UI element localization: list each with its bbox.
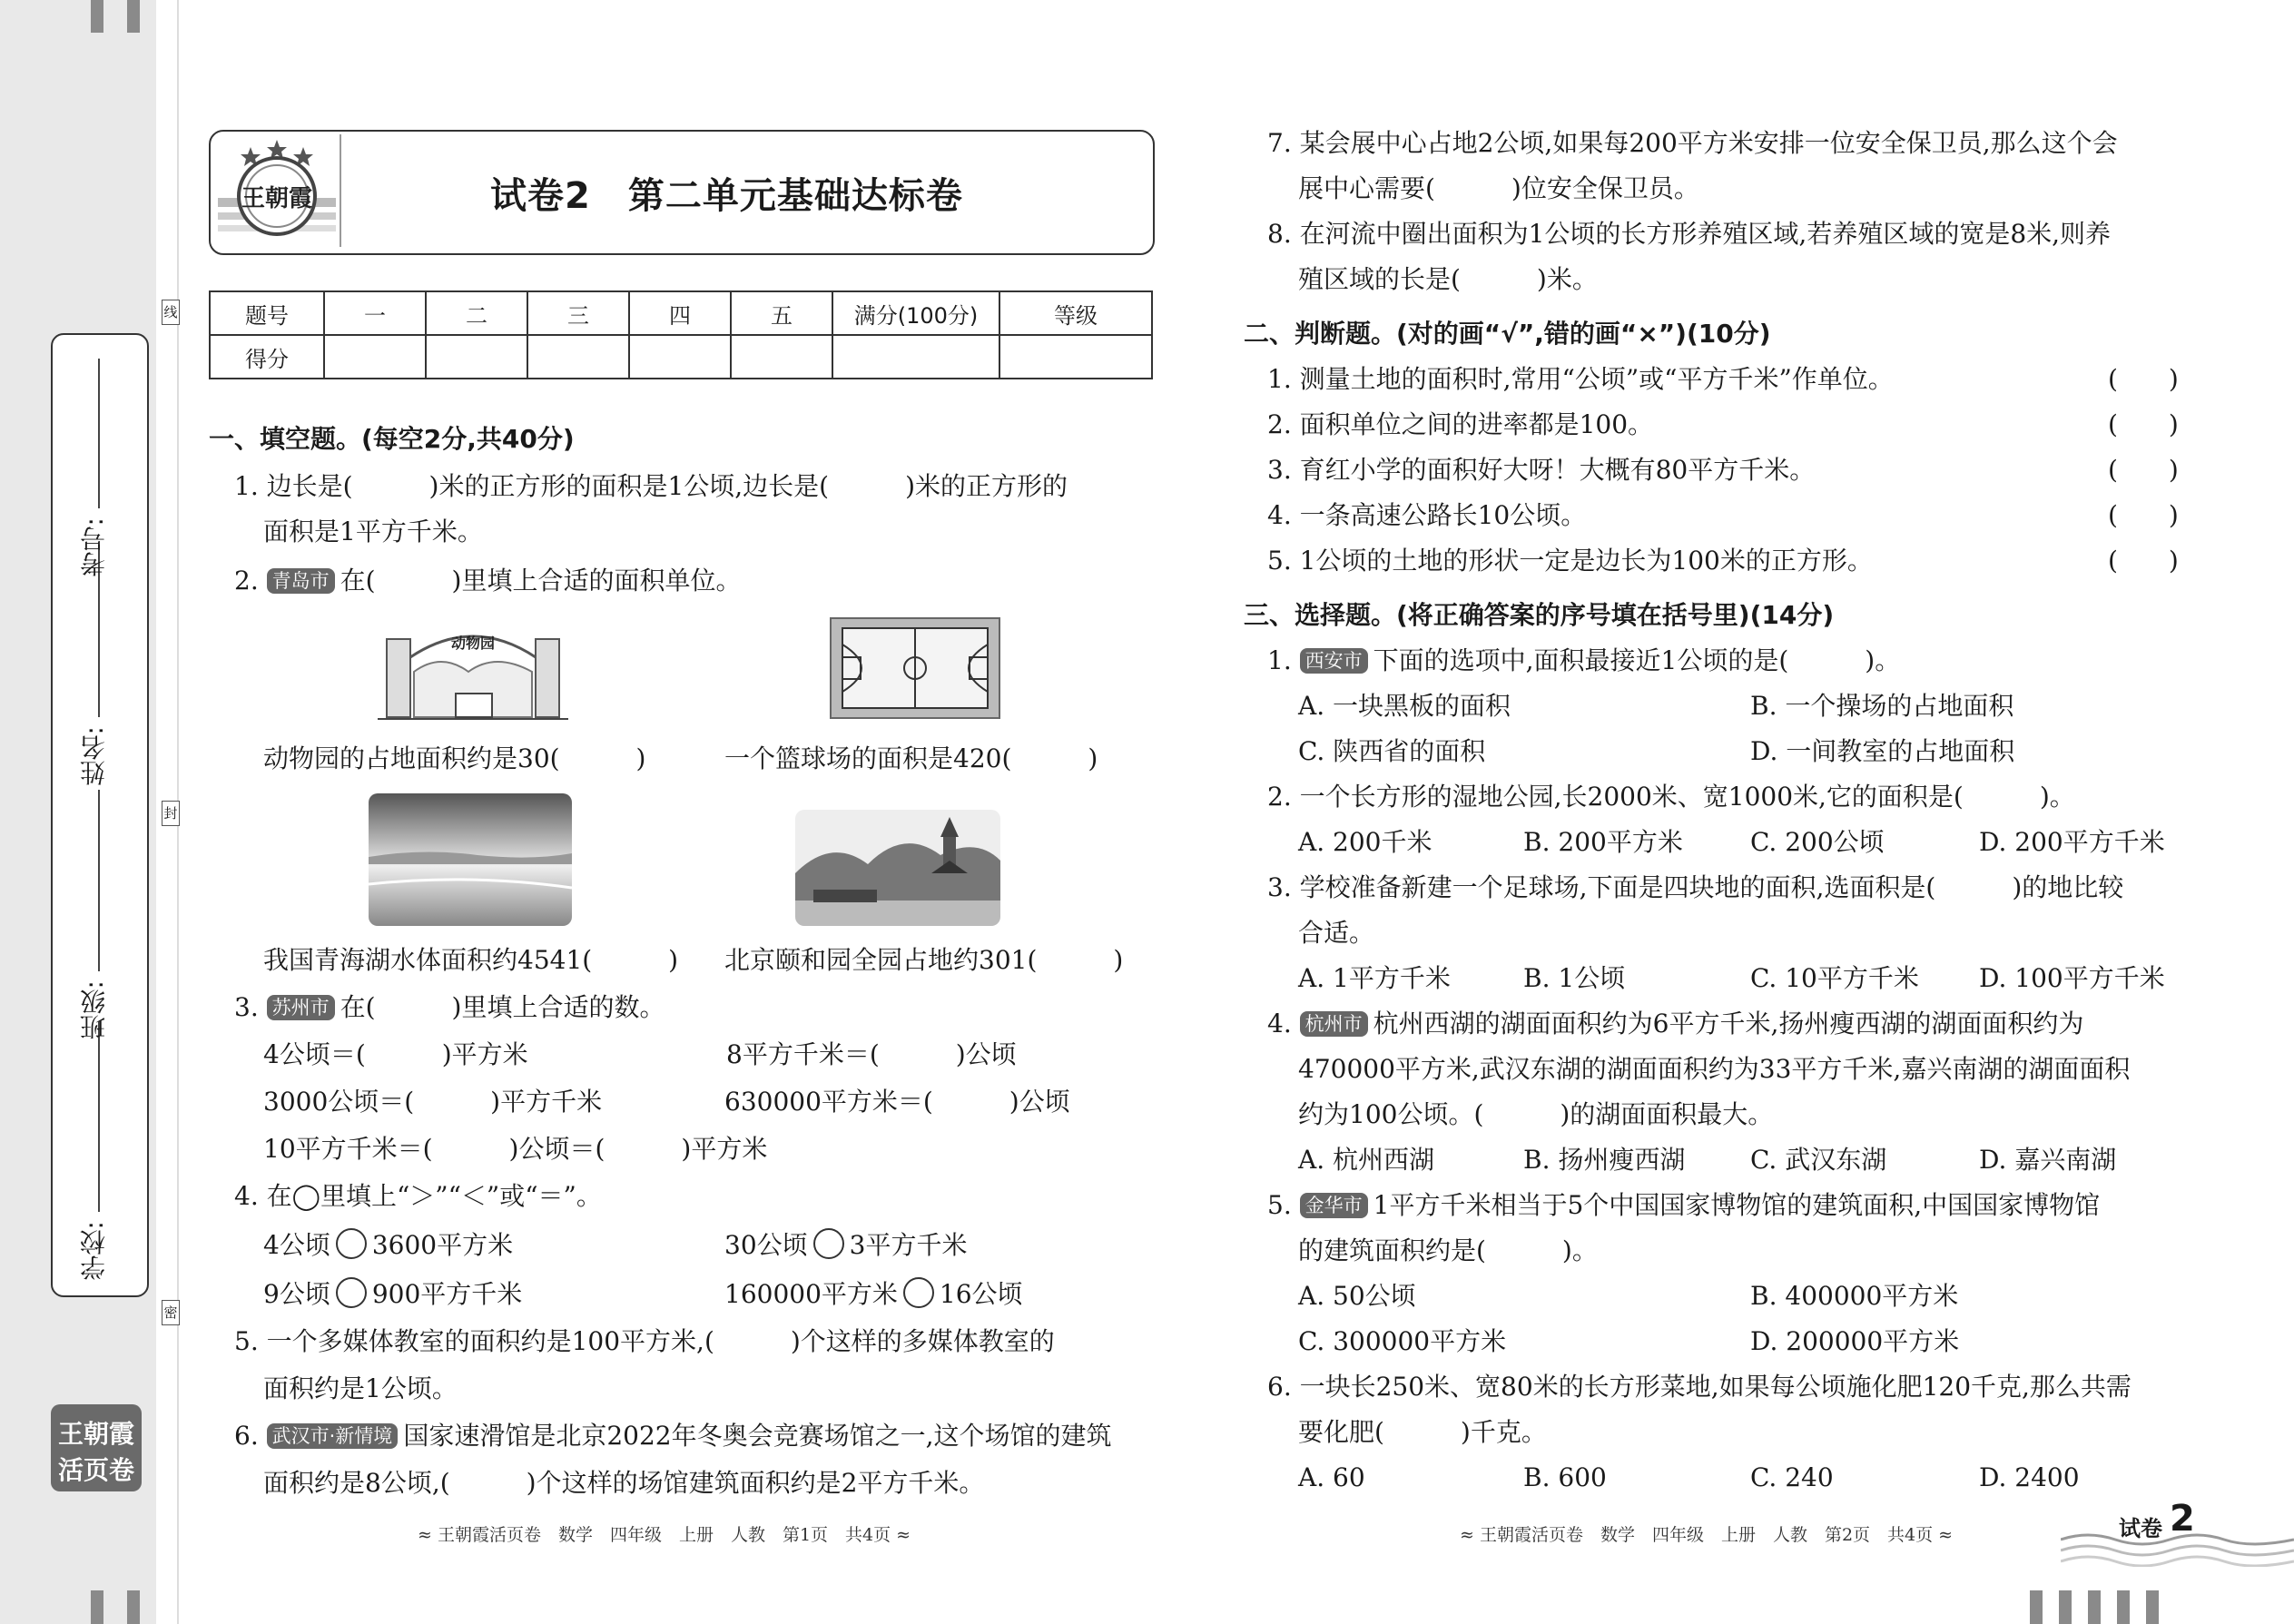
line-text: 在( )里填上合适的面积单位。 — [340, 566, 742, 595]
judge-answer-2[interactable]: ( ) — [2108, 409, 2179, 439]
question-line — [234, 1324, 1055, 1360]
paper-number: 2 — [2170, 1498, 2195, 1540]
score-header-cell: 二 — [426, 291, 527, 335]
question-line — [1298, 1233, 1598, 1269]
bottom-tab-mark — [2117, 1590, 2130, 1624]
question-line — [1750, 1278, 1958, 1314]
line-text: 合适。 — [1298, 918, 1375, 948]
question-line — [263, 741, 645, 777]
brand-line2: 活页卷 — [57, 1455, 135, 1485]
line-text: 4公顷 — [263, 1230, 330, 1260]
question-line — [1267, 1369, 2132, 1405]
line-text: B. 200平方米 — [1523, 827, 1683, 857]
question-line — [1298, 261, 1598, 298]
line-text: 约为100公顷。( )的湖面面积最大。 — [1298, 1099, 1774, 1129]
line-text: 30公顷 — [724, 1230, 808, 1260]
bottom-tab-mark — [127, 1590, 140, 1624]
qinghai-lake-image — [369, 793, 572, 926]
judge-answer-3[interactable]: ( ) — [2108, 455, 2179, 485]
line-text: 一个篮球场的面积是420( ) — [724, 743, 1098, 773]
question-line — [1267, 216, 2111, 252]
line-text: 160000平方米 — [724, 1279, 898, 1309]
question-line — [724, 741, 1098, 777]
line-text: A. 60 — [1298, 1462, 1365, 1492]
question-line — [724, 942, 1123, 979]
line-text: C. 陕西省的面积 — [1298, 736, 1486, 766]
zoo-gate-image — [378, 621, 568, 723]
line-text: 3平方千米 — [849, 1230, 968, 1260]
line-text: B. 一个操场的占地面积 — [1750, 691, 2014, 721]
question-line — [234, 989, 665, 1026]
line-text: 三、选择题。(将正确答案的序号填在括号里)(14分) — [1244, 600, 1835, 630]
judge-answer-5[interactable]: ( ) — [2108, 546, 2179, 576]
line-text: D. 一间教室的占地面积 — [1750, 736, 2015, 766]
question-line — [263, 1371, 458, 1407]
line-text: B. 1公顷 — [1523, 963, 1626, 993]
school-emblem — [214, 134, 340, 247]
question-line — [263, 1227, 513, 1264]
footer-right: ≈ 王朝霞活页卷 数学 四年级 上册 人教 第2页 共4页 ≈ — [1460, 1525, 1954, 1545]
line-text: 2. 一个长方形的湿地公园,长2000米、宽1000米,它的面积是( )。 — [1267, 782, 2075, 812]
question-line — [1298, 1460, 1365, 1496]
line-text: D. 200平方千米 — [1979, 827, 2165, 857]
seal-mark-seal: 封 — [162, 801, 180, 826]
line-text: 630000平方米＝( )公顷 — [724, 1087, 1070, 1117]
question-line — [1979, 824, 2165, 861]
score-header-cell: 一 — [324, 291, 426, 335]
score-header-row — [210, 291, 1152, 335]
score-cell[interactable] — [527, 335, 629, 379]
zoo-sign-text: 动物园 — [450, 635, 496, 652]
seal-mark-line: 线 — [162, 300, 180, 325]
score-header-cell: 四 — [629, 291, 731, 335]
question-line — [1298, 1097, 1773, 1133]
question-line — [726, 1037, 1017, 1073]
question-line — [1298, 733, 1485, 770]
line-text: 我国青海湖水体面积约4541( ) — [263, 945, 679, 975]
section-heading — [209, 421, 575, 458]
top-tab-mark — [91, 0, 103, 33]
question-line — [1267, 452, 1815, 488]
basketball-court-image — [830, 617, 1000, 719]
question-line — [1750, 960, 1919, 997]
paper-label: 试卷 — [2119, 1516, 2162, 1541]
line-text: C. 240 — [1750, 1462, 1834, 1492]
question-number: 4. — [1267, 1009, 1300, 1038]
question-line — [1750, 1142, 1886, 1178]
line-text: 1平方千米相当于5个中国国家博物馆的建筑面积,中国国家博物馆 — [1373, 1190, 2101, 1220]
line-text: 1. 测量土地的面积时,常用“公顷”或“平方千米”作单位。 — [1267, 364, 1894, 394]
line-text: 5. 一个多媒体教室的面积约是100平方米,( )个这样的多媒体教室的 — [234, 1326, 1055, 1356]
question-line — [263, 1131, 767, 1167]
question-line — [1298, 824, 1432, 861]
line-text: 国家速滑馆是北京2022年冬奥会竞赛场馆之一,这个场馆的建筑 — [403, 1421, 1112, 1451]
class-field[interactable] — [98, 790, 100, 971]
line-text: 面积是1平方千米。 — [263, 517, 483, 546]
judge-answer-1[interactable]: ( ) — [2108, 364, 2179, 394]
line-text: 4. 一条高速公路长10公顷。 — [1267, 500, 1587, 530]
line-text: 3000公顷＝( )平方千米 — [263, 1087, 603, 1117]
question-line — [724, 1227, 967, 1264]
question-number: 5. — [1267, 1190, 1300, 1220]
line-text: 展中心需要( )位安全保卫员。 — [1298, 173, 1699, 203]
title-divider — [340, 134, 341, 247]
compare-circle[interactable] — [903, 1277, 934, 1308]
line-text: 2. 面积单位之间的进率都是100。 — [1267, 409, 1654, 439]
line-text: 北京颐和园全园占地约301( ) — [724, 945, 1124, 975]
line-text: D. 嘉兴南湖 — [1979, 1145, 2117, 1175]
score-header-cell: 五 — [731, 291, 832, 335]
question-line — [1298, 171, 1699, 207]
section-heading — [1244, 316, 1771, 352]
page-title: 试卷2 第二单元基础达标卷 — [490, 175, 963, 217]
compare-circle[interactable] — [336, 1277, 367, 1308]
brand-line1: 王朝霞 — [57, 1419, 135, 1449]
region-tag: 苏州市 — [267, 995, 335, 1020]
name-label: 姓名: — [79, 726, 109, 786]
question-line — [1979, 1460, 2080, 1496]
question-line — [1267, 407, 1653, 443]
question-line — [234, 1178, 602, 1215]
line-text: A. 1平方千米 — [1298, 963, 1451, 993]
question-line — [1267, 125, 2118, 162]
line-text: 要化肥( )千克。 — [1298, 1417, 1547, 1447]
question-line — [1298, 1324, 1506, 1360]
bottom-tab-mark — [91, 1590, 103, 1624]
line-text: D. 2400 — [1979, 1462, 2080, 1492]
line-text: 动物园的占地面积约是30( ) — [263, 743, 646, 773]
compare-circle[interactable] — [813, 1228, 844, 1259]
question-line — [1298, 1278, 1416, 1314]
line-text: A. 一块黑板的面积 — [1298, 691, 1511, 721]
line-text: D. 100平方千米 — [1979, 963, 2165, 993]
line-text: 4公顷＝( )平方米 — [263, 1039, 528, 1069]
line-text: 8. 在河流中圈出面积为1公顷的长方形养殖区域,若养殖区域的宽是8米,则养 — [1267, 219, 2112, 249]
question-line — [1267, 870, 2123, 906]
question-line — [1298, 688, 1511, 724]
emblem-text: 王朝霞 — [241, 185, 313, 212]
line-text: 殖区域的长是( )米。 — [1298, 264, 1598, 294]
question-number: 2. — [234, 566, 267, 595]
score-header-cell: 等级 — [999, 291, 1152, 335]
school-label: 学校: — [79, 1221, 109, 1281]
question-line — [724, 1276, 1023, 1313]
question-line — [263, 1037, 528, 1073]
line-text: A. 50公顷 — [1298, 1281, 1416, 1311]
line-text: 8平方千米＝( )公顷 — [726, 1039, 1017, 1069]
school-field[interactable] — [98, 1021, 100, 1212]
question-line — [1750, 1460, 1834, 1496]
line-text: 16公顷 — [939, 1279, 1023, 1309]
bottom-tab-mark — [2146, 1590, 2159, 1624]
line-text: 在( )里填上合适的数。 — [340, 992, 665, 1022]
line-text: 9公顷 — [263, 1279, 330, 1309]
line-text: 7. 某会展中心占地2公顷,如果每200平方米安排一位安全保卫员,那么这个会 — [1267, 128, 2118, 158]
line-text: 5. 1公顷的土地的形状一定是边长为100米的正方形。 — [1267, 546, 1873, 576]
line-text: 一、填空题。(每空2分,共40分) — [209, 424, 575, 454]
brand-logo — [49, 1403, 143, 1493]
question-line — [1267, 1006, 2083, 1042]
line-text: C. 10平方千米 — [1750, 963, 1919, 993]
region-tag: 西安市 — [1300, 648, 1368, 674]
line-text: 4. 在◯里填上“＞”“＜”或“＝”。 — [234, 1181, 602, 1211]
question-line — [1523, 960, 1625, 997]
region-tag: 金华市 — [1300, 1193, 1368, 1218]
judge-answer-4[interactable]: ( ) — [2108, 500, 2179, 530]
line-text: 的建筑面积约是( )。 — [1298, 1235, 1598, 1265]
line-text: 下面的选项中,面积最接近1公顷的是( )。 — [1373, 645, 1901, 675]
line-text: D. 200000平方米 — [1750, 1326, 1960, 1356]
score-cell[interactable] — [629, 335, 731, 379]
summer-palace-image — [795, 810, 1000, 926]
question-line — [263, 514, 483, 550]
question-line — [263, 1084, 602, 1120]
question-number: 1. — [1267, 645, 1300, 675]
line-text: 二、判断题。(对的画“√”,错的画“×”)(10分) — [1244, 319, 1771, 349]
score-cell[interactable] — [832, 335, 999, 379]
question-line — [1523, 1142, 1685, 1178]
line-text: 6. 一块长250米、宽80米的长方形菜地,如果每公顷施化肥120千克,那么共需 — [1267, 1372, 2132, 1402]
line-text: C. 200公顷 — [1750, 827, 1885, 857]
question-line — [263, 1465, 984, 1501]
line-text: A. 杭州西湖 — [1298, 1145, 1435, 1175]
score-value-row — [210, 335, 1152, 379]
section-heading — [1244, 597, 1834, 634]
id-field[interactable] — [98, 359, 100, 508]
line-text: 1. 边长是( )米的正方形的面积是1公顷,边长是( )米的正方形的 — [234, 471, 1068, 501]
question-line — [1267, 543, 1873, 579]
top-tab-mark — [127, 0, 140, 33]
question-line — [1267, 1187, 2100, 1224]
question-line — [1298, 915, 1374, 951]
line-text: 10平方千米＝( )公顷＝( )平方米 — [263, 1134, 768, 1164]
question-line — [1267, 497, 1586, 534]
region-tag: 青岛市 — [267, 568, 335, 594]
line-text: B. 600 — [1523, 1462, 1607, 1492]
compare-circle[interactable] — [336, 1228, 367, 1259]
line-text: 3. 学校准备新建一个足球场,下面是四块地的面积,选面积是( )的地比较 — [1267, 872, 2124, 902]
line-text: C. 武汉东湖 — [1750, 1145, 1887, 1175]
line-text: 3600平方米 — [371, 1230, 514, 1260]
score-header-cell: 题号 — [210, 291, 324, 335]
score-cell[interactable] — [426, 335, 527, 379]
question-line — [1267, 361, 1894, 398]
bottom-tab-mark — [2088, 1590, 2101, 1624]
bottom-tab-mark — [2059, 1590, 2072, 1624]
line-text: 面积约是1公顷。 — [263, 1373, 458, 1403]
score-cell[interactable] — [999, 335, 1152, 379]
score-table — [209, 290, 1153, 379]
question-line — [1298, 960, 1451, 997]
question-line — [1298, 1414, 1547, 1451]
class-label: 班级: — [79, 980, 109, 1040]
line-text: 面积约是8公顷,( )个这样的场馆建筑面积约是2平方千米。 — [263, 1468, 985, 1498]
line-text: B. 400000平方米 — [1750, 1281, 1959, 1311]
question-number: 3. — [234, 992, 267, 1022]
question-line — [724, 1084, 1070, 1120]
question-line — [1298, 1142, 1434, 1178]
question-line — [234, 1418, 1111, 1454]
score-row-label: 得分 — [210, 335, 324, 379]
score-cell[interactable] — [731, 335, 832, 379]
line-text: A. 200千米 — [1298, 827, 1433, 857]
student-info-box — [51, 333, 149, 1297]
question-line — [1267, 779, 2075, 815]
question-line — [1979, 960, 2165, 997]
question-line — [1298, 1051, 2130, 1088]
question-line — [234, 563, 741, 599]
question-line — [1523, 824, 1683, 861]
question-line — [1979, 1142, 2116, 1178]
bottom-tab-mark — [2030, 1590, 2043, 1624]
question-line — [1523, 1460, 1607, 1496]
question-line — [1267, 643, 1900, 679]
question-line — [1750, 733, 2014, 770]
line-text: 3. 育红小学的面积好大呀！大概有80平方千米。 — [1267, 455, 1816, 485]
line-text: 900平方千米 — [371, 1279, 523, 1309]
line-text: 杭州西湖的湖面面积约为6平方千米,扬州瘦西湖的湖面面积约为 — [1373, 1009, 2084, 1038]
question-line — [263, 1276, 522, 1313]
question-line — [1750, 824, 1885, 861]
question-line — [1750, 1324, 1959, 1360]
question-line — [1750, 688, 2013, 724]
question-number: 6. — [234, 1421, 267, 1451]
score-header-cell: 满分(100分) — [832, 291, 999, 335]
score-header-cell: 三 — [527, 291, 629, 335]
question-line — [263, 942, 678, 979]
region-tag: 武汉市·新情境 — [267, 1423, 399, 1449]
score-cell[interactable] — [324, 335, 426, 379]
footer-left: ≈ 王朝霞活页卷 数学 四年级 上册 人教 第1页 共4页 ≈ — [418, 1525, 911, 1545]
line-text: 470000平方米,武汉东湖的湖面面积约为33平方千米,嘉兴南湖的湖面面积 — [1298, 1054, 2131, 1084]
question-line — [234, 468, 1068, 505]
id-label: 考号: — [79, 517, 109, 577]
seal-mark-secret: 密 — [162, 1300, 180, 1325]
line-text: B. 扬州瘦西湖 — [1523, 1145, 1686, 1175]
region-tag: 杭州市 — [1300, 1011, 1368, 1037]
line-text: C. 300000平方米 — [1298, 1326, 1507, 1356]
